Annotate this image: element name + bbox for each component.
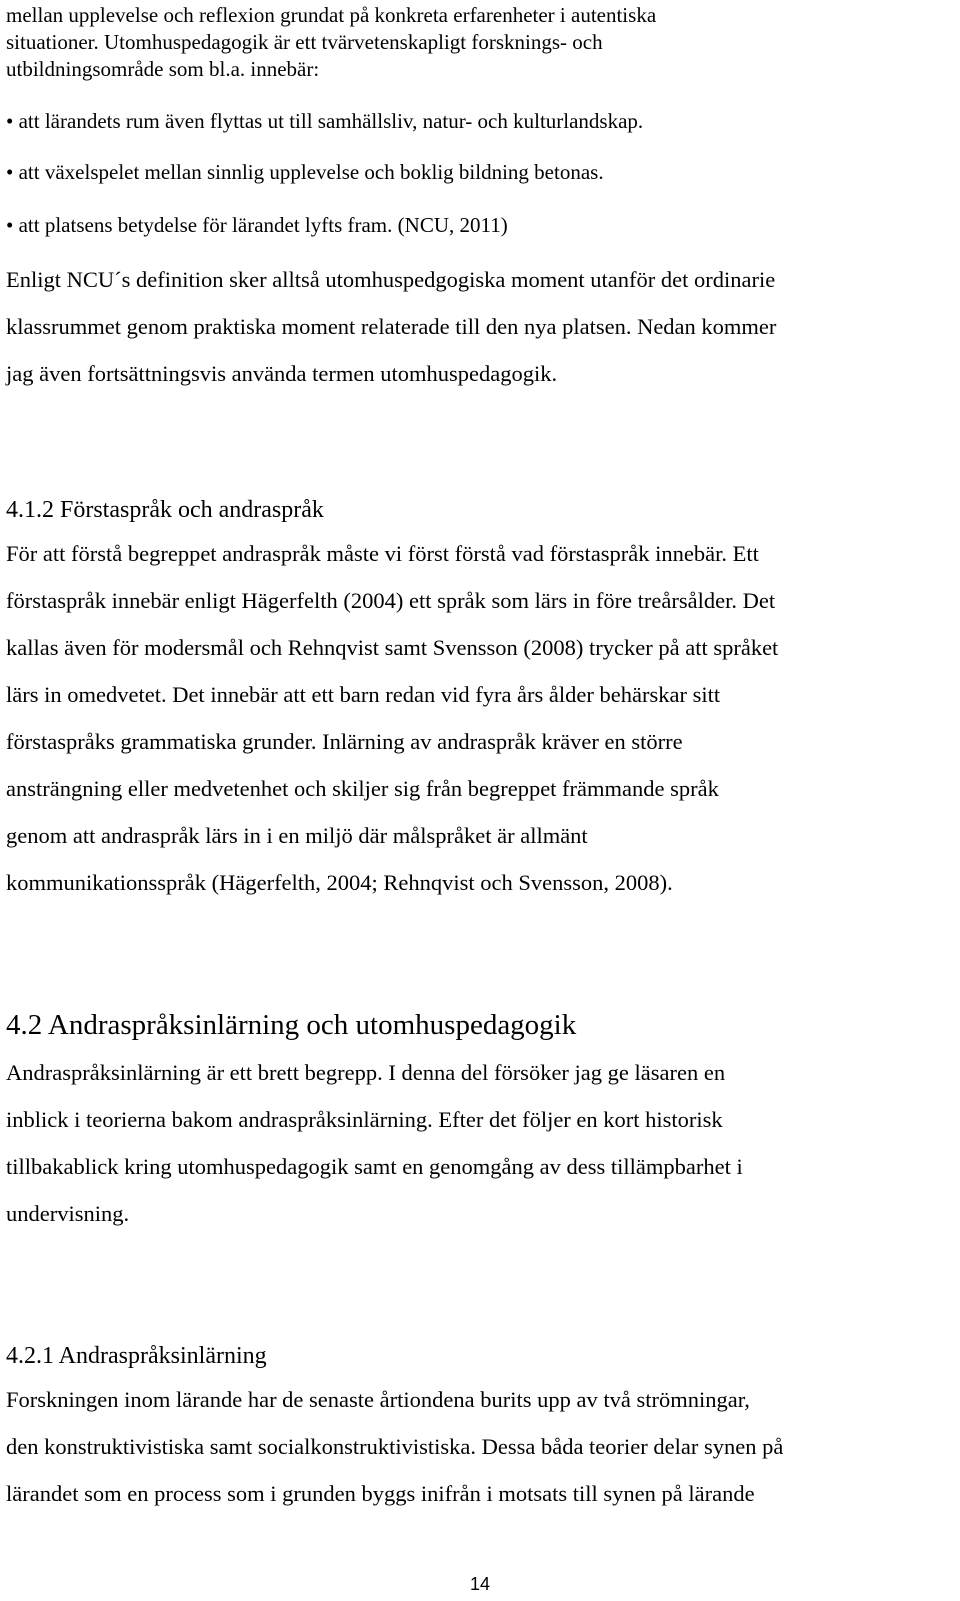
quote-bullet-item bbox=[6, 159, 946, 186]
paragraph-line: kommunikationsspråk (Hägerfelth, 2004; Rehnqvist och Svensson, 2008). bbox=[6, 870, 673, 895]
paragraph-line: undervisning. bbox=[6, 1201, 130, 1226]
paragraph-line: inblick i teorierna bakom andraspråksinlärning. Efter det följer en kort historisk bbox=[6, 1107, 723, 1132]
page-number: 14 bbox=[469, 1574, 491, 1594]
quote-intro bbox=[6, 2, 946, 83]
quote-bullet-item bbox=[6, 108, 946, 135]
quote-line: situationer. Utomhuspedagogik är ett tvärvetenskapligt forsknings- och bbox=[6, 30, 603, 54]
bullet-marker: • bbox=[6, 160, 14, 184]
section-heading-4-1-2: 4.1.2 Förstaspråk och andraspråk bbox=[6, 497, 324, 523]
paragraph-4-2-1 bbox=[6, 1376, 946, 1517]
paragraph-line: genom att andraspråk lärs in i en miljö där målspråket är allmänt bbox=[6, 823, 588, 848]
quote-line: utbildningsområde som bl.a. innebär: bbox=[6, 57, 320, 81]
paragraph-line: förstaspråks grammatiska grunder. Inlärning av andraspråk kräver en större bbox=[6, 729, 683, 754]
bullet-text: att lärandets rum även flyttas ut till samhällsliv, natur- och kulturlandskap. bbox=[18, 109, 644, 133]
paragraph-4-2 bbox=[6, 1049, 946, 1237]
paragraph-line: lärs in omedvetet. Det innebär att ett barn redan vid fyra års ålder behärskar sitt bbox=[6, 682, 721, 707]
paragraph-line: jag även fortsättningsvis använda termen utomhuspedagogik. bbox=[6, 361, 558, 386]
paragraph-line: Andraspråksinlärning är ett brett begrepp. I denna del försöker jag ge läsaren en bbox=[6, 1060, 726, 1085]
paragraph-ncu bbox=[6, 256, 946, 397]
paragraph-4-1-2 bbox=[6, 530, 946, 906]
citation: (NCU, 2011) bbox=[392, 213, 508, 237]
paragraph-line: den konstruktivistiska samt socialkonstruktivistiska. Dessa båda teorier delar synen på bbox=[6, 1434, 784, 1459]
paragraph-line: lärandet som en process som i grunden byggs inifrån i motsats till synen på lärande bbox=[6, 1481, 755, 1506]
paragraph-line: klassrummet genom praktiska moment relaterade till den nya platsen. Nedan kommer bbox=[6, 314, 777, 339]
section-heading-4-2-1: 4.2.1 Andraspråksinlärning bbox=[6, 1343, 267, 1369]
bullet-text: att platsens betydelse för lärandet lyfts fram. bbox=[18, 213, 393, 237]
bullet-text: att växelspelet mellan sinnlig upplevelse och boklig bildning betonas. bbox=[18, 160, 604, 184]
bullet-marker: • bbox=[6, 213, 14, 237]
paragraph-line: Enligt NCU´s definition sker alltså utomhuspedgogiska moment utanför det ordinarie bbox=[6, 267, 776, 292]
paragraph-line: ansträngning eller medvetenhet och skiljer sig från begreppet främmande språk bbox=[6, 776, 719, 801]
paragraph-line: kallas även för modersmål och Rehnqvist samt Svensson (2008) trycker på att språket bbox=[6, 635, 779, 660]
paragraph-line: Forskningen inom lärande har de senaste årtiondena burits upp av två strömningar, bbox=[6, 1387, 750, 1412]
section-heading-4-2: 4.2 Andraspråksinlärning och utomhuspedagogik bbox=[6, 1009, 577, 1041]
paragraph-line: tillbakablick kring utomhuspedagogik samt en genomgång av dess tillämpbarhet i bbox=[6, 1154, 743, 1179]
paragraph-line: För att förstå begreppet andraspråk måste vi först förstå vad förstaspråk innebär. Ett bbox=[6, 541, 759, 566]
bullet-marker: • bbox=[6, 109, 14, 133]
quote-bullet-item bbox=[6, 212, 946, 239]
quote-line: mellan upplevelse och reflexion grundat på konkreta erfarenheter i autentiska bbox=[6, 3, 657, 27]
paragraph-line: förstaspråk innebär enligt Hägerfelth (2004) ett språk som lärs in före treårsålder. Det bbox=[6, 588, 776, 613]
